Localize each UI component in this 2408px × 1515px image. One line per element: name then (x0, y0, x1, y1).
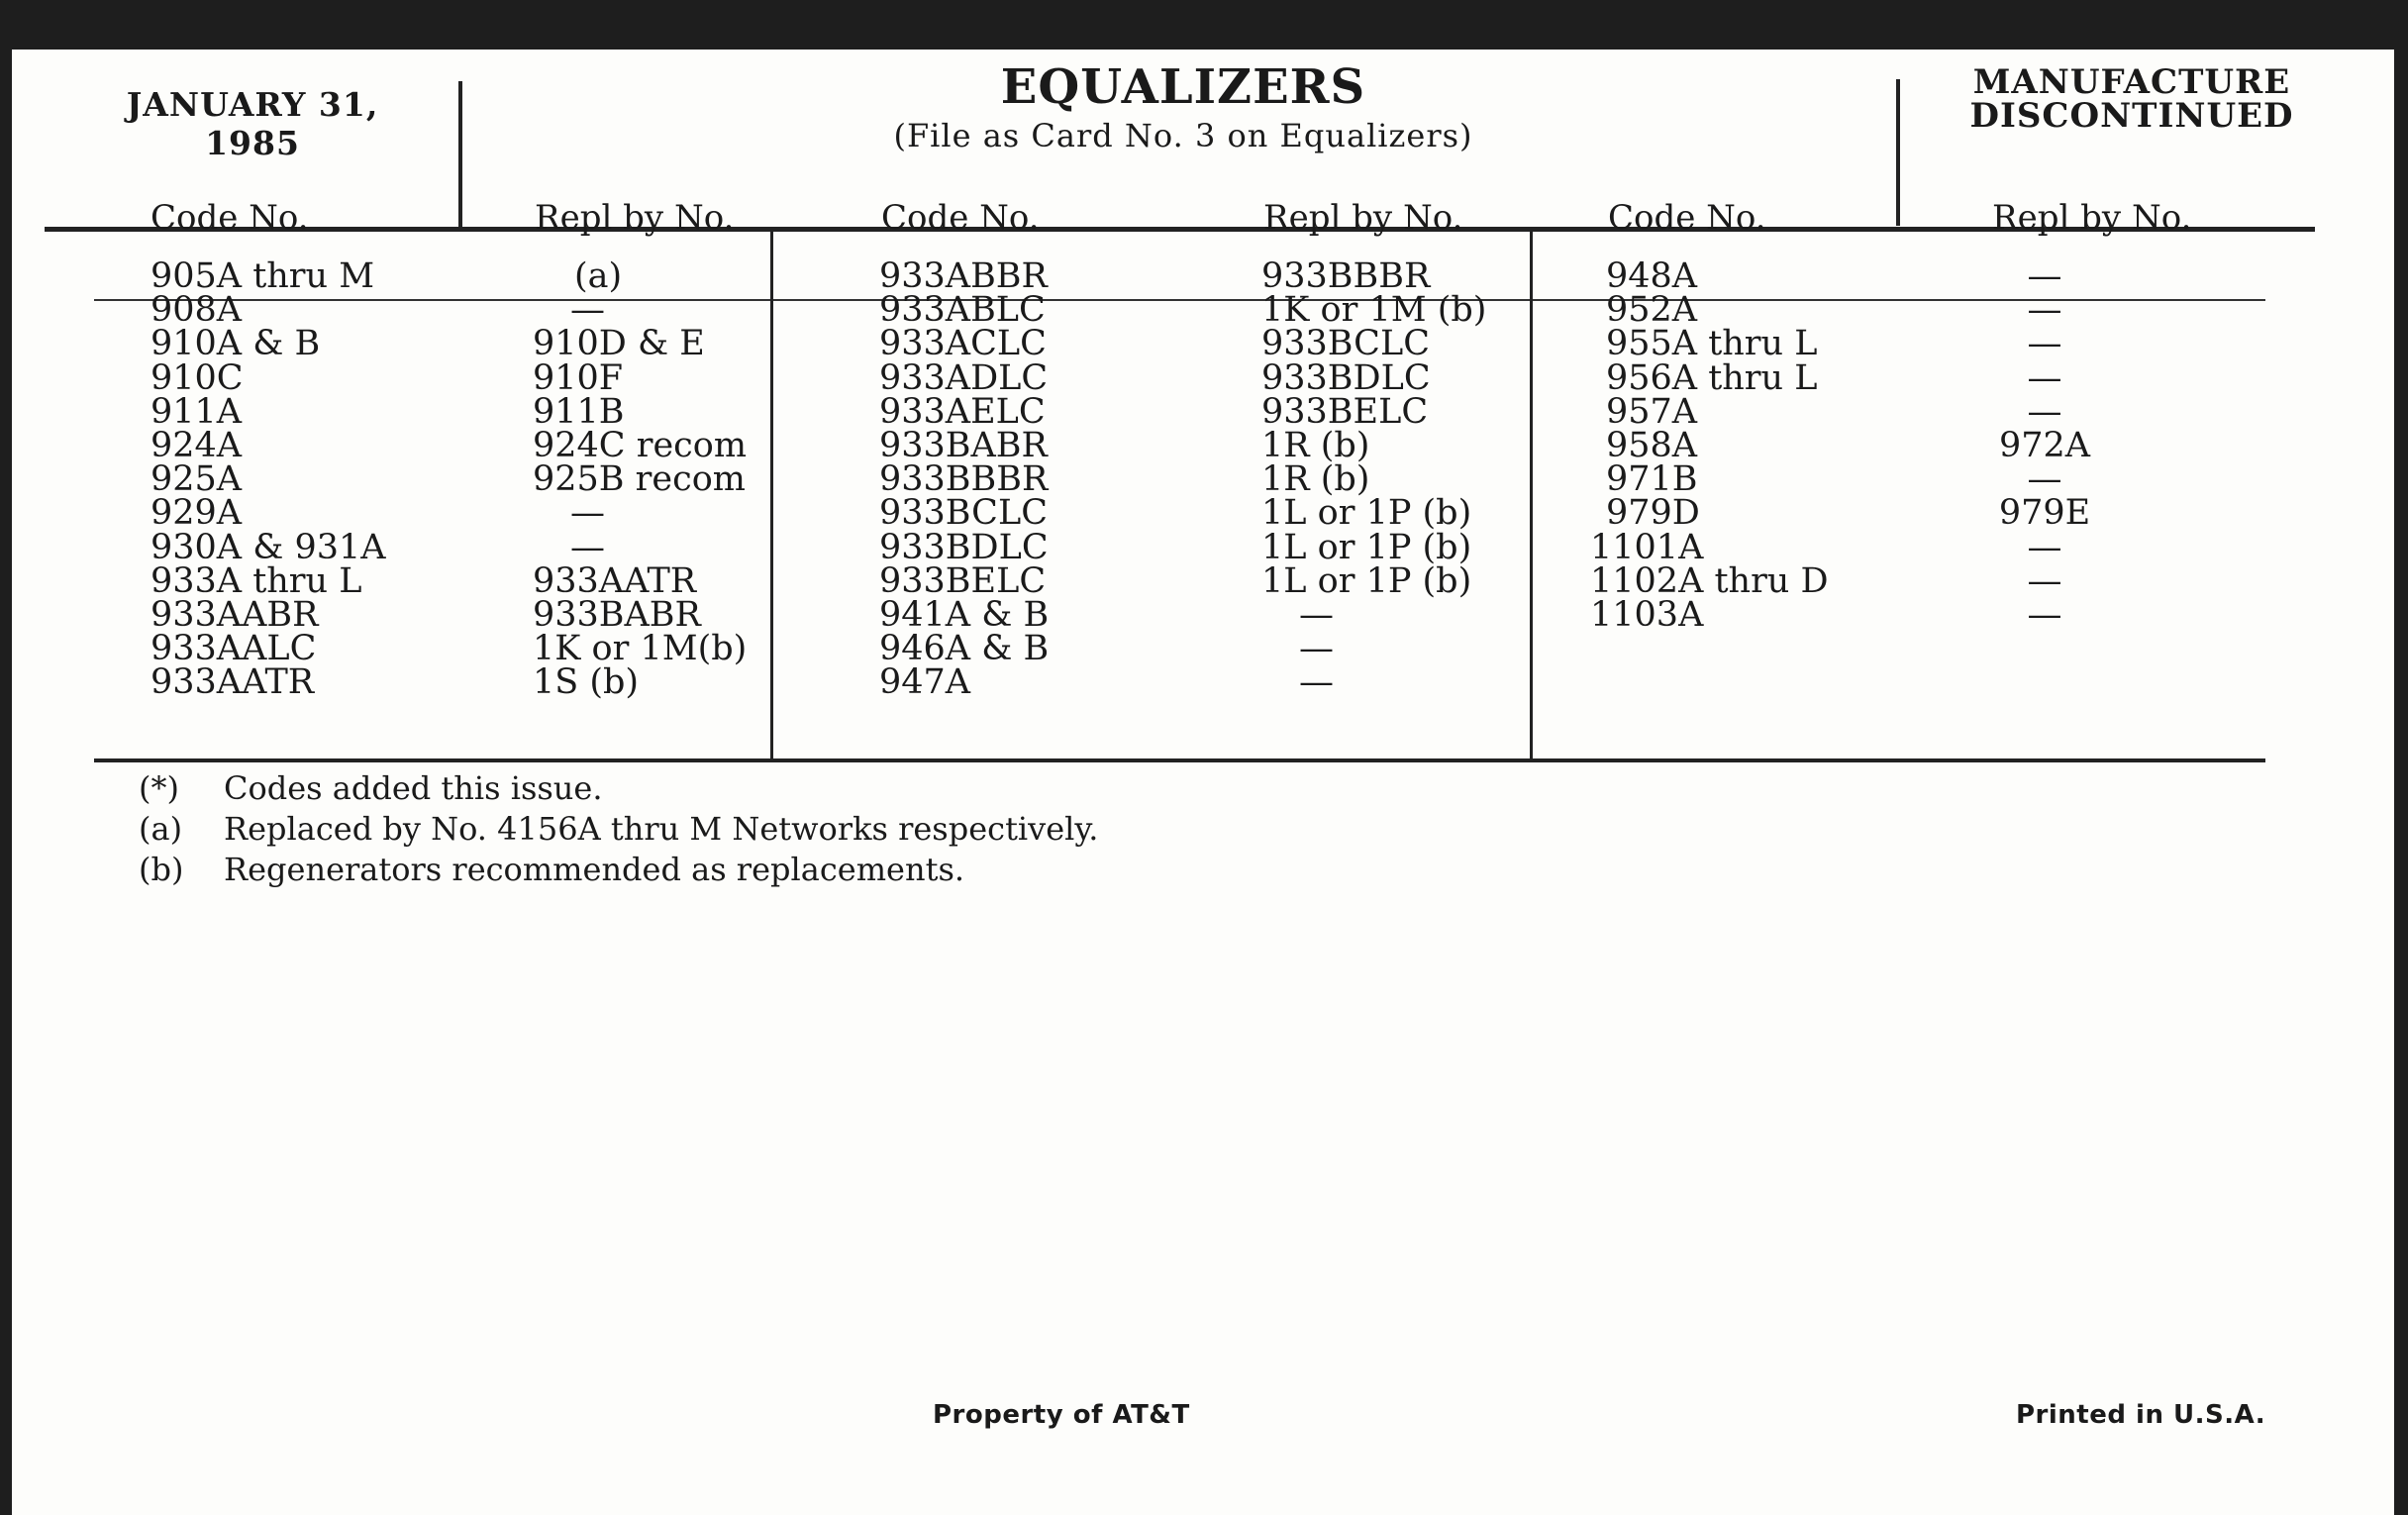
table-cell-repl: 933BELC (1261, 391, 1429, 432)
page-subtitle: (File as Card No. 3 on Equalizers) (893, 117, 1473, 154)
table-cell-repl: — (570, 527, 605, 567)
table-cell-repl: 972A (1998, 425, 2091, 465)
column-header-code-3: Code No. (1608, 198, 1766, 238)
table-cell-code: 933ADLC (879, 357, 1049, 398)
table-cell-repl: — (2027, 560, 2062, 601)
table-cell-code: 933BABR (879, 425, 1048, 465)
table-cell-code: 933A thru L (150, 560, 362, 601)
table-cell-repl: 910F (533, 357, 624, 398)
table-cell-repl: 1L or 1P (b) (1261, 527, 1472, 567)
block3-code-column (1590, 256, 1829, 635)
table-cell-code: 946A & B (879, 629, 1050, 669)
column-header-repl-1: Repl by No. (535, 198, 735, 238)
table-cell-repl: — (2027, 256, 2062, 296)
block2-code-column (879, 256, 1050, 703)
block1-repl-column (533, 256, 748, 703)
column-header-code-1: Code No. (150, 198, 309, 238)
table-cell-repl: — (2027, 459, 2062, 500)
table-cell-repl: 1L or 1P (b) (1261, 493, 1472, 534)
table-cell-repl: — (2027, 290, 2062, 331)
page-title-block (470, 59, 1896, 154)
table-cell-repl: 910D & E (533, 324, 705, 364)
table-cell-repl: 1L or 1P (b) (1261, 560, 1472, 601)
footnotes (139, 768, 1098, 890)
table-cell-code: 1103A (1590, 594, 1704, 635)
table-header-rule (94, 299, 2265, 301)
footnote-mark: (b) (139, 851, 184, 888)
table-cell-repl: 911B (533, 391, 625, 432)
table-cell-code: 947A (879, 662, 971, 703)
table-cell-repl: 933BBBR (1261, 256, 1431, 296)
table-cell-code: 933AELC (879, 391, 1046, 432)
table-cell-code: 933AABR (150, 594, 319, 635)
table-cell-code: 971B (1606, 459, 1698, 500)
table-cell-code: 933BELC (879, 560, 1047, 601)
table-cell-repl: — (2027, 324, 2062, 364)
table-cell-code: 910A & B (150, 324, 321, 364)
table-cell-code: 1101A (1590, 527, 1704, 567)
table-cell-code: 952A (1606, 290, 1698, 331)
column-header-repl-2: Repl by No. (1263, 198, 1463, 238)
footnote-text: Regenerators recommended as replacements. (224, 851, 965, 888)
table-cell-code: 905A thru M (150, 256, 375, 296)
table-cell-code: 948A (1606, 256, 1698, 296)
property-notice: Property of AT&T (933, 1400, 1190, 1430)
table-cell-code: 933BCLC (879, 493, 1048, 534)
table-top-rule (45, 227, 2315, 232)
table-cell-repl: 933BABR (533, 594, 701, 635)
table-cell-code: 933BDLC (879, 527, 1049, 567)
footnote-row (139, 768, 1098, 809)
table-cell-code: 908A (150, 290, 243, 331)
table-cell-code: 956A thru L (1606, 357, 1818, 398)
footnote-mark: (*) (139, 769, 179, 807)
table-bottom-rule (94, 758, 2265, 762)
table-cell-repl: 933AATR (533, 560, 697, 601)
table-cell-repl: — (1299, 594, 1334, 635)
table-cell-repl: 933BCLC (1261, 324, 1430, 364)
column-header-code-2: Code No. (881, 198, 1040, 238)
status-line-2: DISCONTINUED (1969, 96, 2294, 136)
printed-notice: Printed in U.S.A. (2016, 1400, 2266, 1430)
table-cell-code: 930A & 931A (150, 527, 386, 567)
table-cell-repl: (a) (574, 256, 623, 296)
table-cell-code: 941A & B (879, 594, 1050, 635)
table-cell-code: 933ABLC (879, 290, 1046, 331)
footnote-row (139, 850, 1098, 890)
table-cell-code: 958A (1606, 425, 1698, 465)
table-cell-code: 933AALC (150, 629, 317, 669)
table-cell-repl: 924C recom (533, 425, 748, 465)
footnote-row (139, 809, 1098, 850)
table-cell-code: 933ABBR (879, 256, 1048, 296)
table-cell-code: 911A (150, 391, 243, 432)
column-header-repl-3: Repl by No. (1992, 198, 2192, 238)
table-cell-repl: — (2027, 527, 2062, 567)
table-cell-code: 933ACLC (879, 324, 1047, 364)
table-cell-code: 957A (1606, 391, 1698, 432)
header-divider-left (458, 81, 462, 228)
table-cell-code: 925A (150, 459, 243, 500)
table-cell-code: 979D (1606, 493, 1700, 534)
status-block (1899, 62, 2364, 136)
footnote-mark: (a) (139, 810, 183, 848)
table-cell-code: 910C (150, 357, 244, 398)
table-cell-code: 933AATR (150, 662, 315, 703)
status-line-1: MANUFACTURE (1972, 62, 2291, 102)
table-cell-repl: 1R (b) (1261, 459, 1370, 500)
block1-code-column (150, 256, 386, 703)
issue-date: JANUARY 31, 1985 (126, 85, 379, 162)
table-cell-repl: — (570, 493, 605, 534)
table-cell-repl: — (1299, 662, 1334, 703)
table-divider-2 (1530, 230, 1533, 760)
table-cell-repl: 925B recom (533, 459, 746, 500)
table-cell-repl: 1K or 1M (b) (1261, 290, 1487, 331)
footnote-text: Replaced by No. 4156A thru M Networks respectively. (224, 810, 1099, 848)
block3-repl-column (1960, 256, 2129, 635)
page-title: EQUALIZERS (1000, 59, 1366, 115)
table-cell-repl: 1K or 1M(b) (533, 629, 748, 669)
table-cell-repl: — (1299, 629, 1334, 669)
table-cell-repl: 1S (b) (533, 662, 640, 703)
table-cell-repl: 979E (1998, 493, 2091, 534)
table-cell-code: 933BBBR (879, 459, 1049, 500)
table-cell-code: 1102A thru D (1590, 560, 1829, 601)
table-cell-code: 929A (150, 493, 243, 534)
block2-repl-column (1261, 256, 1487, 703)
table-cell-repl: — (2027, 357, 2062, 398)
table-cell-repl: — (2027, 594, 2062, 635)
table-cell-repl: — (2027, 391, 2062, 432)
footnote-text: Codes added this issue. (224, 769, 603, 807)
table-cell-repl: 1R (b) (1261, 425, 1370, 465)
table-cell-code: 955A thru L (1606, 324, 1818, 364)
table-cell-repl: — (570, 290, 605, 331)
table-cell-code: 924A (150, 425, 243, 465)
table-cell-repl: 933BDLC (1261, 357, 1431, 398)
table-divider-1 (770, 230, 773, 760)
